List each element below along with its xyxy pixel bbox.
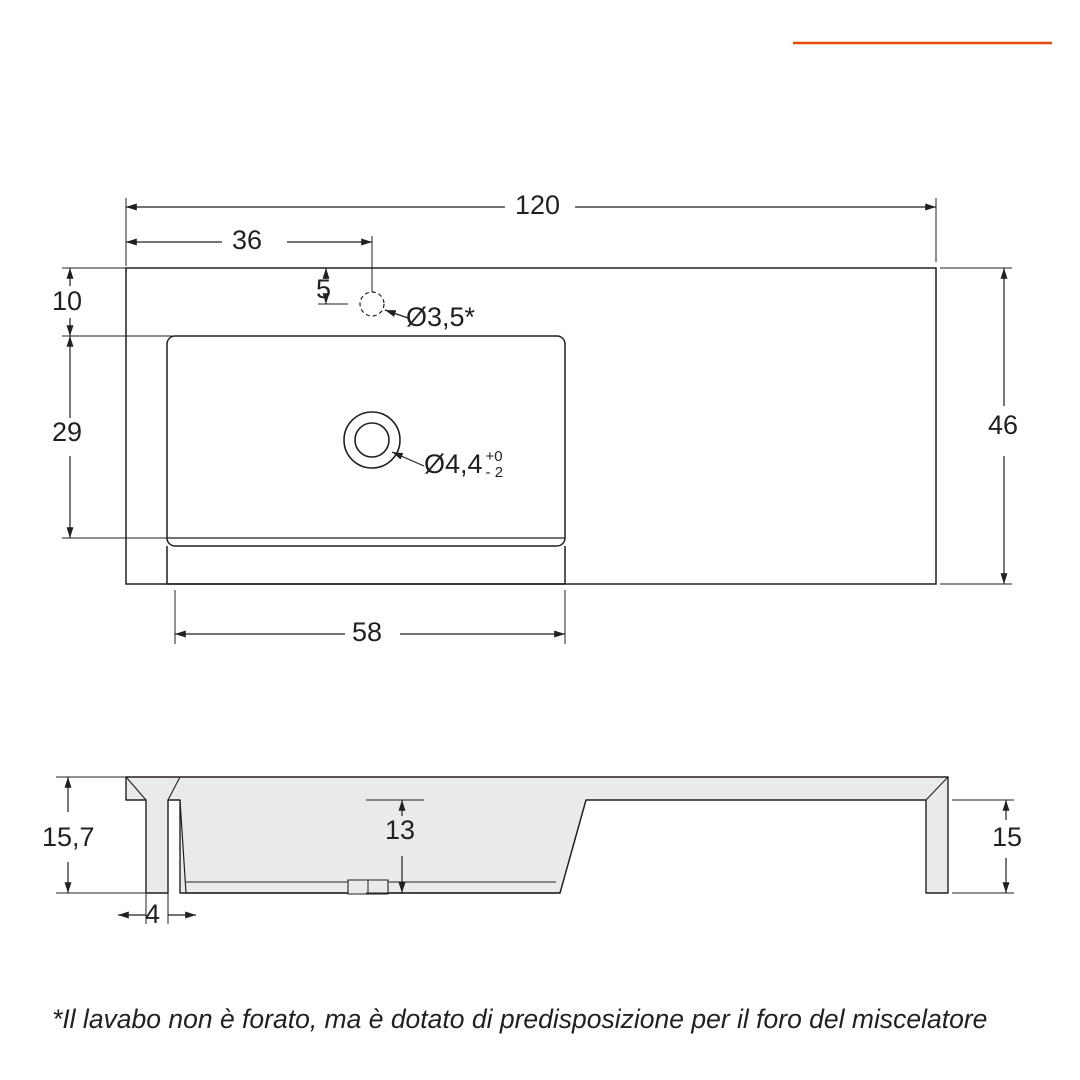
- drain-tol-upper: +0: [485, 448, 503, 465]
- callout-drain-tolerance: [486, 449, 504, 481]
- drain-inner-circle: [355, 423, 389, 457]
- dim-label-58: 58: [352, 617, 383, 647]
- callout-drain-hole: [424, 450, 503, 482]
- dim-label-36: 36: [232, 225, 263, 255]
- dim-label-13: 13: [385, 815, 416, 845]
- dim-label-10: 10: [52, 286, 83, 316]
- dim-label-29: 29: [52, 417, 83, 447]
- callout-tap-hole: Ø3,5*: [406, 302, 476, 332]
- dim-label-5: 5: [316, 274, 332, 304]
- callout-drain-value: Ø4,4: [424, 448, 483, 479]
- dim-label-120: 120: [515, 190, 561, 220]
- dim-label-4: 4: [145, 899, 161, 929]
- dim-label-46: 46: [988, 410, 1019, 440]
- section-body: [126, 777, 948, 893]
- footnote-text: *Il lavabo non è forato, ma è dotato di predisposizione per il foro del miscelatore: [52, 1004, 988, 1034]
- drain-tol-lower: - 2: [485, 463, 504, 481]
- dim-label-15-7: 15,7: [42, 822, 95, 852]
- dim-label-15: 15: [992, 822, 1023, 852]
